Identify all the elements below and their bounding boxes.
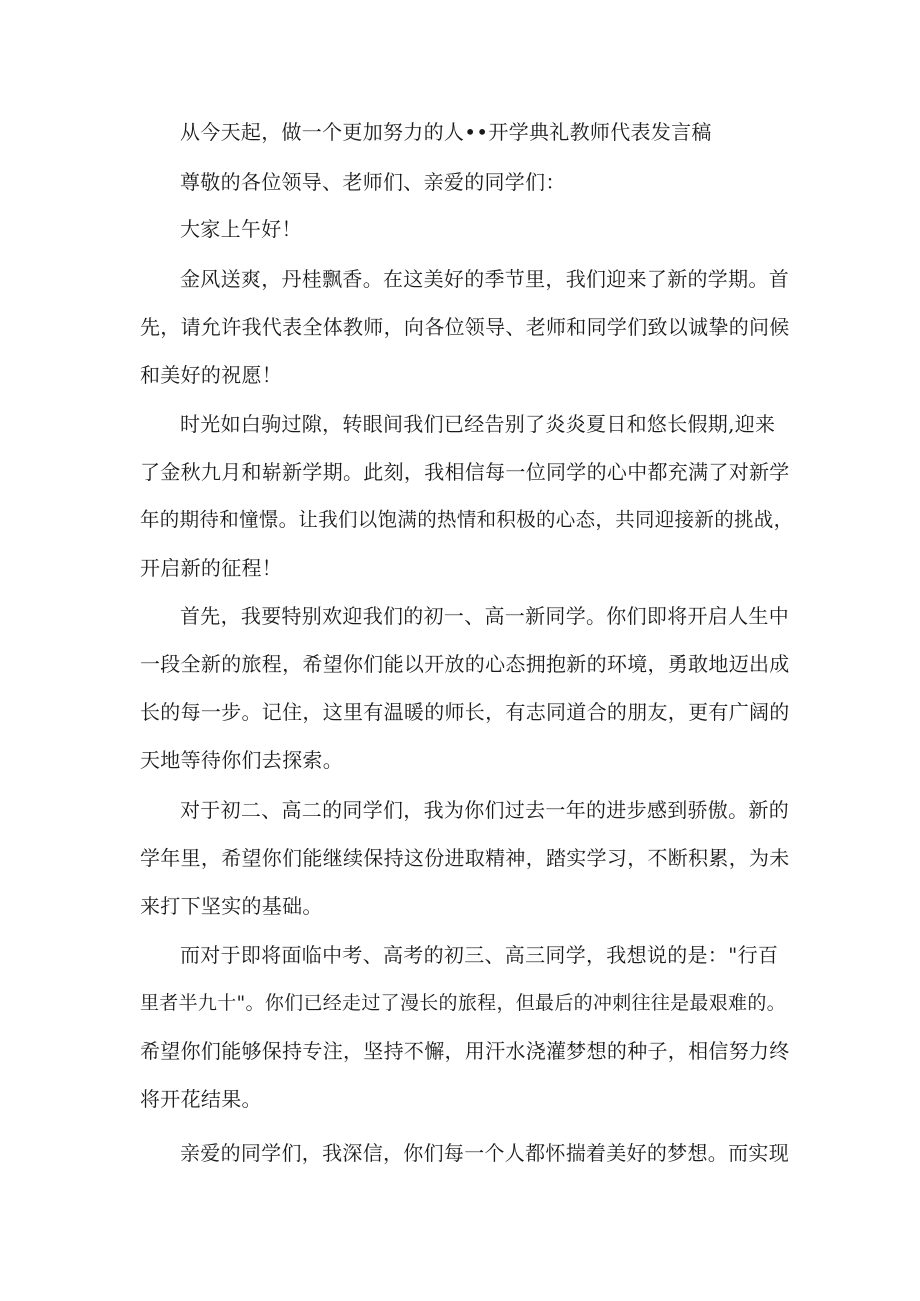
paragraph-line: 时光如白驹过隙，转眼间我们已经告别了炎炎夏日和悠长假期,迎来 [180, 412, 776, 436]
paragraph-line: 金风送爽，丹桂飘香。在这美好的季节里，我们迎来了新的学期。首 [180, 267, 789, 291]
paragraph-line: 先，请允许我代表全体教师，向各位领导、老师和同学们致以诚挚的问候 [140, 315, 790, 339]
paragraph-line: 希望你们能够保持专注，坚持不懈，用汗水浇灌梦想的种子，相信努力终 [140, 1039, 790, 1063]
paragraph-line: 开启新的征程！ [140, 556, 283, 580]
paragraph-line: 长的每一步。记住，这里有温暖的师长，有志同道合的朋友，更有广阔的 [140, 700, 790, 724]
paragraph-line: 亲爱的同学们，我深信，你们每一个人都怀揣着美好的梦想。而实现 [180, 1141, 789, 1165]
paragraph-line: 学年里，希望你们能继续保持这份进取精神，踏实学习，不断积累，为未 [140, 846, 790, 870]
paragraph-line: 对于初二、高二的同学们，我为你们过去一年的进步感到骄傲。新的 [180, 798, 789, 822]
document-title: 从今天起，做一个更加努力的人••开学典礼教师代表发言稿 [180, 120, 712, 144]
paragraph-line: 和美好的祝愿！ [140, 363, 283, 387]
paragraph-line: 首先，我要特别欢迎我们的初一、高一新同学。你们即将开启人生中 [180, 604, 789, 628]
salutation: 尊敬的各位领导、老师们、亲爱的同学们： [180, 170, 566, 194]
paragraph-line: 年的期待和憧憬。让我们以饱满的热情和积极的心态，共同迎接新的挑战， [140, 508, 794, 531]
paragraph-line: 一段全新的旅程，希望你们能以开放的心态拥抱新的环境，勇敢地迈出成 [140, 652, 790, 676]
paragraph-line: 了金秋九月和崭新学期。此刻，我相信每一位同学的心中都充满了对新学 [140, 460, 790, 484]
greeting: 大家上午好！ [180, 217, 302, 241]
paragraph-line: 来打下坚实的基础。 [140, 894, 323, 918]
paragraph-line: 天地等待你们去探索。 [140, 748, 343, 772]
paragraph-line: 将开花结果。 [140, 1087, 262, 1111]
paragraph-line: 里者半九十"。你们已经走过了漫长的旅程，但最后的冲刺往往是最艰难的。 [140, 992, 786, 1014]
paragraph-line: 而对于即将面临中考、高考的初三、高三同学，我想说的是："行百 [180, 943, 779, 967]
